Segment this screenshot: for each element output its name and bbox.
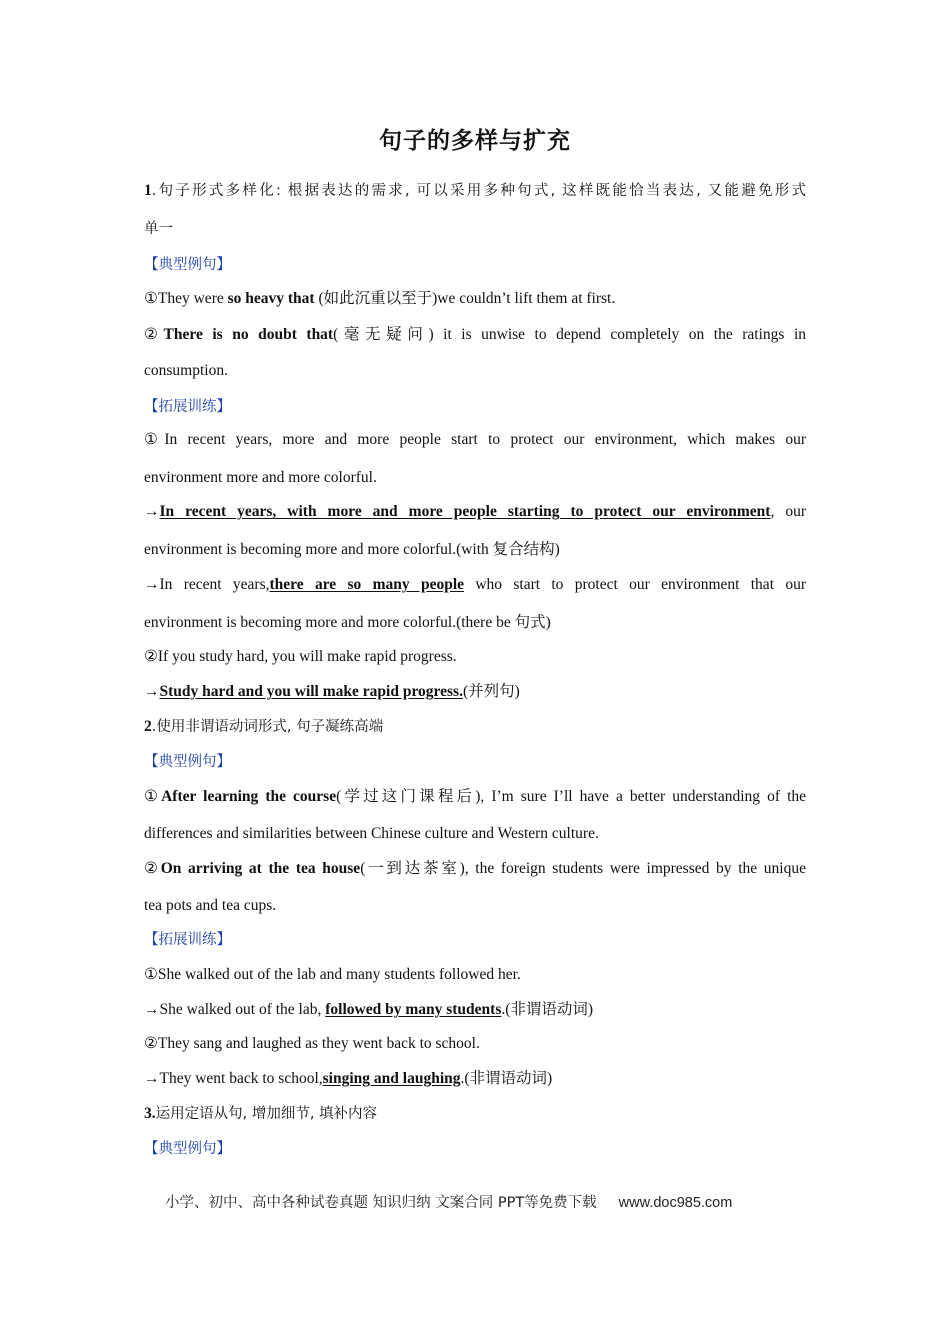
section-1-heading-cont: 单一 xyxy=(144,221,173,237)
rewrite-sentence: →In recent years, with more and more people starting to protect our environment, our xyxy=(144,503,806,520)
section-heading-text: .使用非谓语动词形式, 句子凝练高端 xyxy=(151,719,384,735)
section-3-heading xyxy=(144,1103,806,1125)
practice-sentence-cont: environment more and more colorful. xyxy=(144,469,377,486)
key-phrase: After learning the course xyxy=(161,788,337,805)
section-number: 2 xyxy=(144,718,152,735)
typical-examples-label: 【典型例句】 xyxy=(144,257,231,273)
rewrite-sentence-cont: environment is becoming more and more colorful.(there be 句式) xyxy=(144,614,551,631)
practice-sentence: ①In recent years, more and more people start to protect our environment, which makes our xyxy=(144,431,806,448)
section-1-heading xyxy=(144,180,806,202)
example-sentence-cont: tea pots and tea cups. xyxy=(144,897,277,914)
extension-practice-label: 【拓展训练】 xyxy=(144,399,231,415)
footer-text: 小学、初中、高中各种试卷真题 知识归纳 文案合同 PPT等免费下载 xyxy=(165,1195,597,1211)
example-sentence: ②On arriving at the tea house(一到达茶室), the foreign students were impressed by the unique xyxy=(144,860,806,877)
rewrite-sentence: →In recent years,there are so many people who start to protect our environment that our xyxy=(144,576,806,593)
extension-practice-label: 【拓展训练】 xyxy=(144,932,231,948)
key-phrase: There is no doubt that xyxy=(163,326,334,343)
example-sentence: ②There is no doubt that(毫无疑问) it is unwise to depend completely on the ratings in xyxy=(144,326,807,343)
example-sentence-cont: consumption. xyxy=(144,362,228,379)
answer-phrase: followed by many students xyxy=(325,1001,502,1018)
example-sentence: ①After learning the course(学过这门课程后), I’m sure I’ll have a better understanding of the xyxy=(144,788,807,805)
answer-phrase: singing and laughing xyxy=(322,1070,461,1087)
answer-phrase: Study hard and you will make rapid progress. xyxy=(159,683,463,700)
section-heading-text: 运用定语从句, 增加细节, 填补内容 xyxy=(155,1106,378,1122)
typical-examples-label: 【典型例句】 xyxy=(144,1141,231,1157)
section-number: 3. xyxy=(144,1105,156,1122)
footer-url: www.doc985.com xyxy=(618,1195,733,1211)
key-phrase: so heavy that xyxy=(227,290,315,307)
practice-sentence: ②If you study hard, you will make rapid progress. xyxy=(144,648,457,665)
page-title: 句子的多样与扩充 xyxy=(379,128,571,154)
example-sentence-cont: differences and similarities between Chinese culture and Western culture. xyxy=(144,825,599,842)
page-footer xyxy=(165,1191,732,1212)
rewrite-sentence: →Study hard and you will make rapid progress.(并列句) xyxy=(144,683,520,700)
typical-examples-label: 【典型例句】 xyxy=(144,754,231,770)
answer-phrase: In recent years, with more and more people starting to protect our environment xyxy=(159,503,771,520)
key-phrase: On arriving at the tea house xyxy=(160,860,361,877)
rewrite-sentence-cont: environment is becoming more and more colorful.(with 复合结构) xyxy=(144,541,560,558)
answer-phrase: there are so many people xyxy=(269,576,465,593)
section-number: 1 xyxy=(144,182,152,199)
section-2-heading xyxy=(144,716,806,738)
rewrite-sentence: →She walked out of the lab, followed by many students.(非谓语动词) xyxy=(144,1001,594,1018)
practice-sentence: ②They sang and laughed as they went back to school. xyxy=(144,1035,480,1052)
example-sentence: ①They were so heavy that (如此沉重以至于)we couldn’t lift them at first. xyxy=(144,290,616,307)
practice-sentence: ①She walked out of the lab and many students followed her. xyxy=(144,966,521,983)
section-heading-text: .句子形式多样化: 根据表达的需求, 可以采用多种句式, 这样既能恰当表达, 又能避免形式 xyxy=(151,183,806,199)
rewrite-sentence: →They went back to school,singing and laughing.(非谓语动词) xyxy=(144,1070,553,1087)
